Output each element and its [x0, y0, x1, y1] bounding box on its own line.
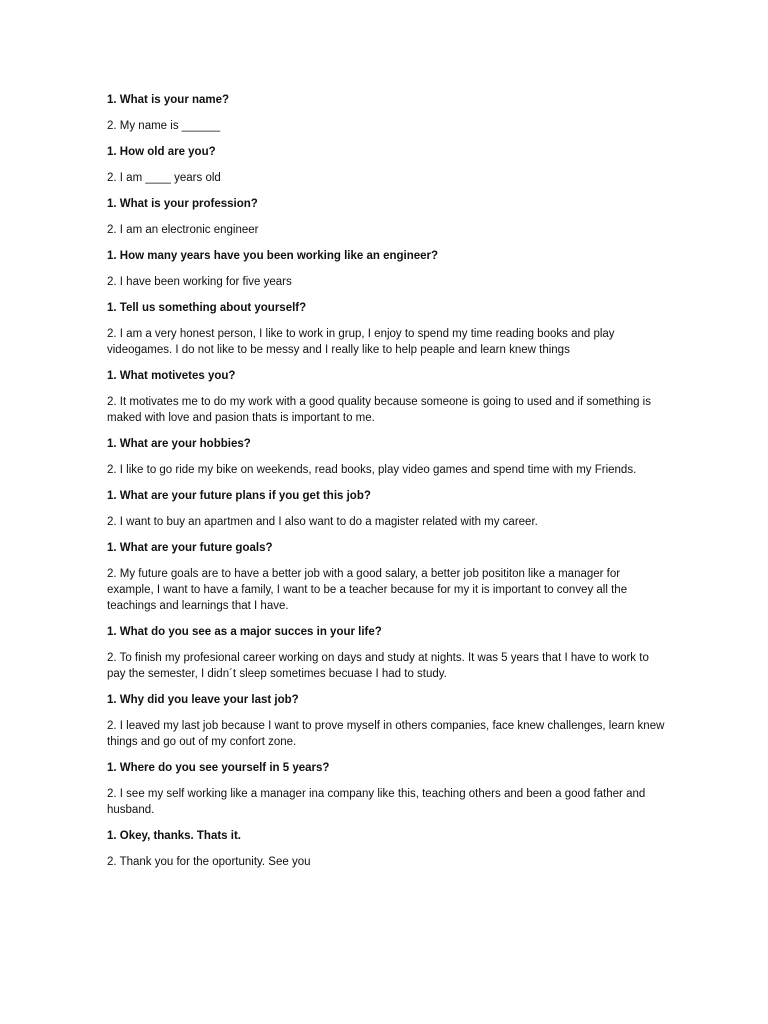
question-age: 1. How old are you?	[107, 146, 216, 158]
answer-hobbies: 2. I like to go ride my bike on weekends, read books, play video games and spend time with my Friends.	[107, 464, 637, 476]
question-leave-last-job: 1. Why did you leave your last job?	[107, 694, 299, 706]
question-name: 1. What is your name?	[107, 94, 230, 106]
question-future-plans: 1. What are your future plans if you get this job?	[107, 490, 371, 502]
question-closing: 1. Okey, thanks. Thats it.	[107, 830, 241, 842]
document-page	[107, 92, 667, 880]
question-major-success: 1. What do you see as a major succes in your life?	[107, 626, 382, 638]
question-future-goals: 1. What are your future goals?	[107, 542, 273, 554]
question-hobbies: 1. What are your hobbies?	[107, 438, 251, 450]
answer-future-plans: 2. I want to buy an apartmen and I also want to do a magister related with my career.	[107, 516, 538, 528]
question-about-yourself: 1. Tell us something about yourself?	[107, 302, 307, 314]
answer-closing: 2. Thank you for the oportunity. See you	[107, 856, 311, 868]
answer-profession: 2. I am an electronic engineer	[107, 224, 259, 236]
answer-future-goals: 2. My future goals are to have a better job with a good salary, a better job posititon like a manager for example, I want to have a family, I want to be a teacher because for my it is important to convey all the teachings and learnings that I have.	[107, 568, 628, 612]
answer-about-yourself: 2. I am a very honest person, I like to work in grup, I enjoy to spend my time reading books and play videogames. I do not like to be messy and I really like to help peaple and learn knew things	[107, 328, 615, 356]
answer-years-working: 2. I have been working for five years	[107, 276, 292, 288]
question-five-years: 1. Where do you see yourself in 5 years?	[107, 762, 330, 774]
answer-five-years: 2. I see my self working like a manager ina company like this, teaching others and been a good father and husband.	[107, 788, 646, 816]
answer-age: 2. I am ____ years old	[107, 172, 221, 184]
answer-motivation: 2. It motivates me to do my work with a good quality because someone is going to used and if something is maked with love and pasion thats is important to me.	[107, 396, 651, 424]
answer-major-success: 2. To finish my profesional career working on days and study at nights. It was 5 years that I have to work to pay the semester, I didn´t sleep sometimes becuase I had to study.	[107, 652, 649, 680]
question-motivation: 1. What motivetes you?	[107, 370, 236, 382]
question-years-working: 1. How many years have you been working like an engineer?	[107, 250, 439, 262]
answer-name: 2. My name is ______	[107, 120, 221, 132]
question-profession: 1. What is your profession?	[107, 198, 258, 210]
answer-leave-last-job: 2. I leaved my last job because I want to prove myself in others companies, face knew challenges, learn knew things and go out of my confort zone.	[107, 720, 665, 748]
